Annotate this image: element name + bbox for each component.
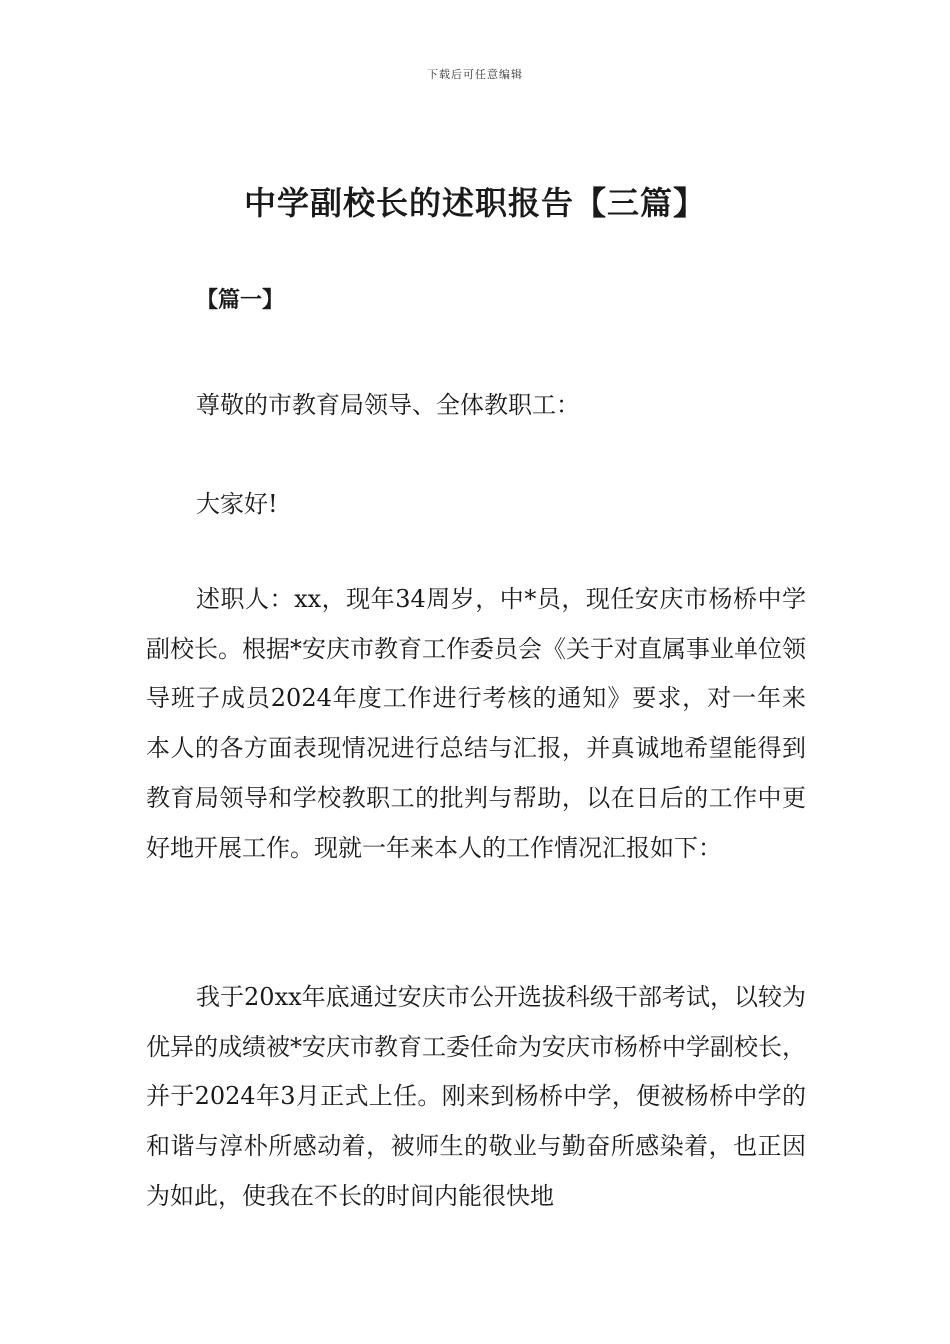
- section-label: 【篇一】: [196, 288, 285, 313]
- paragraph-2: 我于20xx年底通过安庆市公开选拔科级干部考试，以较为优异的成绩被*安庆市教育工委任命为安庆市杨桥中学副校长，并于2024年3月正式上任。刚来到杨桥中学，便被杨桥中学的和谐与淳朴所感动着，被师生的敬业与勤奋所感染着，也正因为如此，使我在不长的时间内能很快地: [146, 983, 806, 1210]
- paragraph-1: 述职人：xx，现年34周岁，中*员，现任安庆市杨桥中学副校长。根据*安庆市教育工作委员会《关于对直属事业单位领导班子成员2024年度工作进行考核的通知》要求，对一年来本人的各方面表现情况进行总结与汇报，并真诚地希望能得到教育局领导和学校教职工的批判与帮助，以在日后的工作中更好地开展工作。现就一年来本人的工作情况汇报如下：: [146, 585, 806, 862]
- document-title: 中学副校长的述职报告【三篇】: [243, 184, 706, 222]
- greeting: 大家好!: [196, 490, 278, 518]
- header-note: 下载后可任意编辑: [427, 68, 523, 81]
- salutation: 尊敬的市教育局领导、全体教职工：: [196, 391, 580, 419]
